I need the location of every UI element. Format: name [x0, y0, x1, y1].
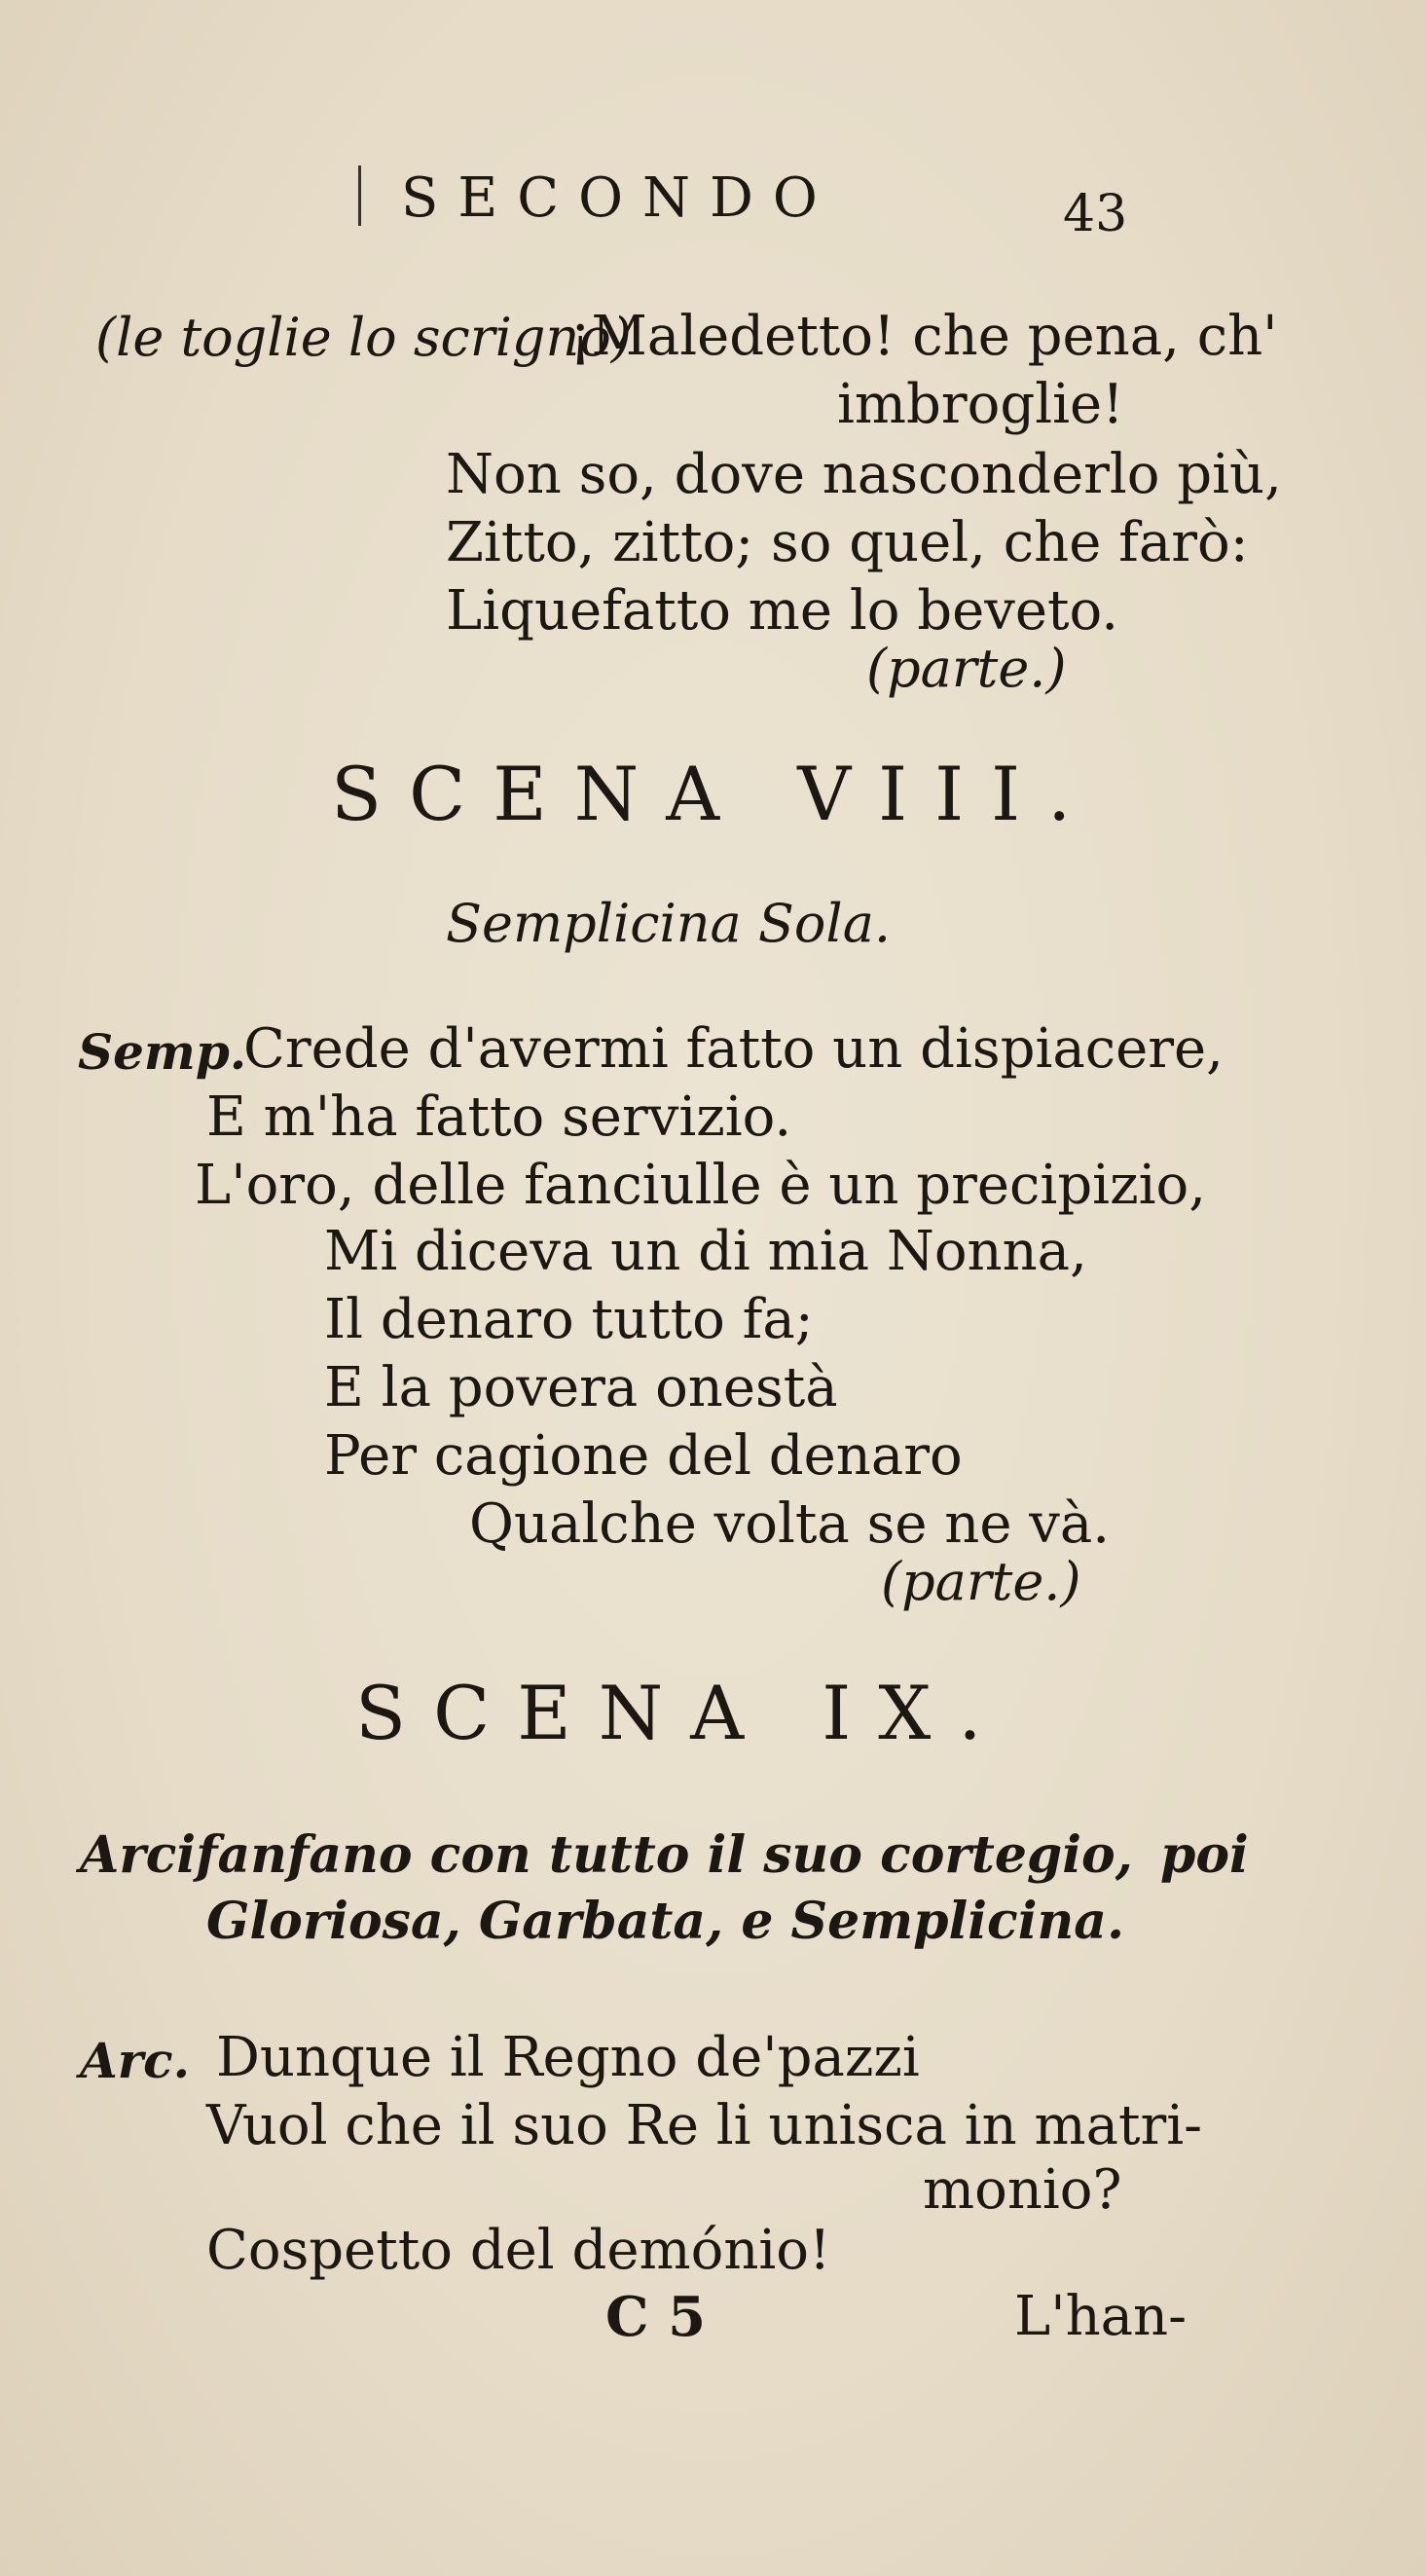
verse-line: Il denaro tutto fa; — [324, 1288, 814, 1351]
signature-mark: C 5 — [605, 2285, 707, 2349]
scene-cast: Arcifanfano con tutto il suo cortegio, — [80, 1825, 1133, 1885]
scene-cast: Semplicina Sola. — [446, 893, 892, 954]
speaker-name: Semp. — [78, 1023, 247, 1081]
verse-line: ¡Maledetto! che pena, ch' — [569, 305, 1278, 368]
page-number: 43 — [1063, 185, 1128, 243]
verse-line: Dunque il Regno de'pazzi — [216, 2026, 920, 2089]
verse-line: E la povera onestà — [324, 1356, 838, 1419]
stage-direction: (le toglie lo scrigno) — [95, 307, 632, 368]
scene-cast: Gloriosa, Garbata, e Semplicina. — [206, 1892, 1125, 1951]
exit-direction: (parte.) — [866, 638, 1067, 699]
verse-line: Zitto, zitto; so quel, che farò: — [446, 511, 1249, 574]
catchword: L'han- — [1014, 2285, 1188, 2348]
scene-heading: SCENA IX. — [355, 1670, 1009, 1756]
verse-line: Per cagione del denaro — [324, 1424, 963, 1488]
exit-direction: (parte.) — [881, 1551, 1081, 1612]
verse-line: monio? — [923, 2158, 1122, 2222]
verse-line: Qualche volta se ne và. — [469, 1492, 1111, 1556]
verse-line: Mi diceva un di mia Nonna, — [324, 1220, 1087, 1283]
verse-line: imbroglie! — [837, 373, 1124, 436]
scene-cast: poi — [1160, 1825, 1249, 1885]
scene-heading: SCENA VIII. — [331, 751, 1099, 837]
running-head: SECONDO — [401, 166, 837, 230]
verse-line: Non so, dove nasconderlo più, — [446, 443, 1282, 506]
verse-line: Crede d'avermi fatto un dispiacere, — [243, 1017, 1224, 1081]
verse-line: Liquefatto me lo beveto. — [446, 579, 1119, 643]
verse-line: Cospetto del demónio! — [206, 2219, 831, 2282]
speaker-name: Arc. — [80, 2032, 190, 2089]
verse-line: E m'ha fatto servizio. — [206, 1086, 792, 1149]
verse-line: L'oro, delle fanciulle è un precipizio, — [195, 1154, 1207, 1217]
header-rule — [358, 166, 361, 226]
verse-line: Vuol che il suo Re li unisca in matri- — [206, 2094, 1203, 2157]
